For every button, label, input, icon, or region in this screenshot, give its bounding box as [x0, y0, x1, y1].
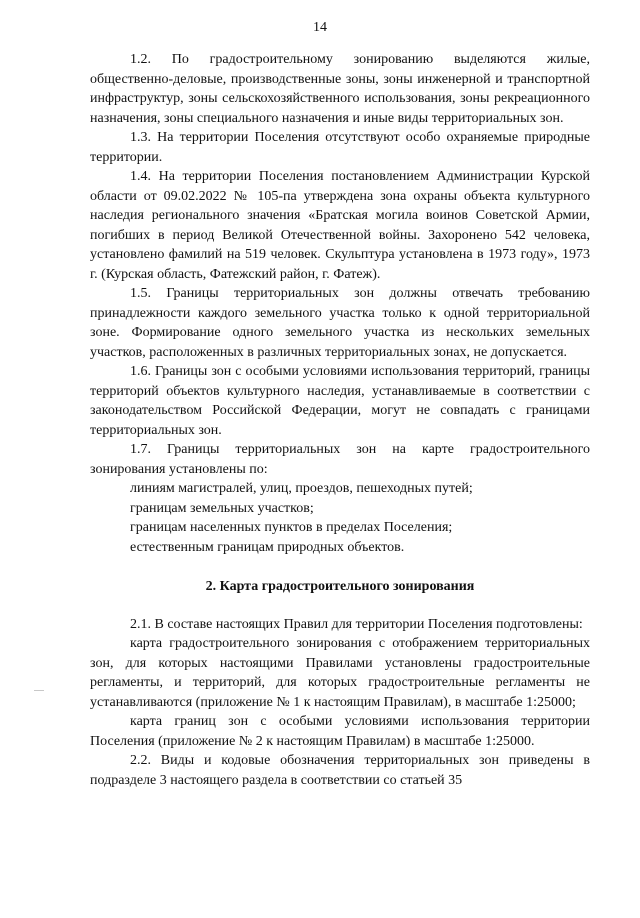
page-content	[90, 50, 590, 790]
paragraph-1-6: 1.6. Границы зон с особыми условиями использования территорий, границы территорий объектов культурного наследия, устанавливаемые в соответствии с законодательством Российской Федерации, могут не совпадать с границами территориальных зон.	[90, 364, 590, 438]
paragraph-1-3: 1.3. На территории Поселения отсутствуют особо охраняемые природные территории.	[90, 130, 590, 165]
list-item: границам земельных участков;	[130, 500, 314, 516]
section-2-heading: 2. Карта градостроительного зонирования	[205, 579, 475, 594]
paragraph-2-1: 2.1. В составе настоящих Правил для территории Поселения подготовлены:	[130, 616, 583, 632]
paragraph-2-1-map-zoning: карта градостроительного зонирования с отображением территориальных зон, для которых настоящими Правилами установлены градостроительные регламенты, и территорий, для которых градостроительные регламенты не устанавливаются (приложение № 1 к настоящим Правилам), в масштабе 1:25000;	[90, 636, 590, 710]
page-number: 14	[313, 20, 327, 35]
paragraph-2-2: 2.2. Виды и кодовые обозначения территориальных зон приведены в подразделе 3 настоящего раздела в соответствии со статьей 35	[90, 753, 590, 788]
list-item: естественным границам природных объектов.	[130, 539, 405, 555]
paragraph-1-7: 1.7. Границы территориальных зон на карте градостроительного зонирования установлены по:	[90, 442, 590, 477]
scan-margin-mark	[34, 690, 44, 691]
paragraph-2-1-map-special-zones: карта границ зон с особыми условиями использования территории Поселения (приложение № 2 к настоящим Правилам) в масштабе 1:25000.	[90, 714, 590, 749]
list-item: границам населенных пунктов в пределах Поселения;	[130, 520, 453, 535]
list-item: линиям магистралей, улиц, проездов, пешеходных путей;	[130, 481, 473, 496]
paragraph-1-5: 1.5. Границы территориальных зон должны отвечать требованию принадлежности каждого земельного участка только к одной территориальной зоне. Формирование одного земельного участка из нескольких земельных участков, расположенных в различных территориальных зонах, не допускается.	[90, 286, 590, 360]
paragraph-1-2: 1.2. По градостроительному зонированию выделяются жилые, общественно-деловые, производственные зоны, зоны инженерной и транспортной инфраструктур, зоны сельскохозяйственного использования, зоны рекреационного назначения, зоны специального назначения и иные виды территориальных зон.	[90, 52, 590, 126]
paragraph-1-4: 1.4. На территории Поселения постановлением Администрации Курской области от 09.02.2022 № 105-па утверждена зона охраны объекта культурного наследия регионального значения «Братская могила воинов Советской Армии, погибших в период Великой Отечественной войны. Захоронено 542 человека, установлено фамилий на 519 человек. Скульптура установлена в 1973 году», 1973 г. (Курская область, Фатежский район, г. Фатеж).	[90, 169, 590, 282]
